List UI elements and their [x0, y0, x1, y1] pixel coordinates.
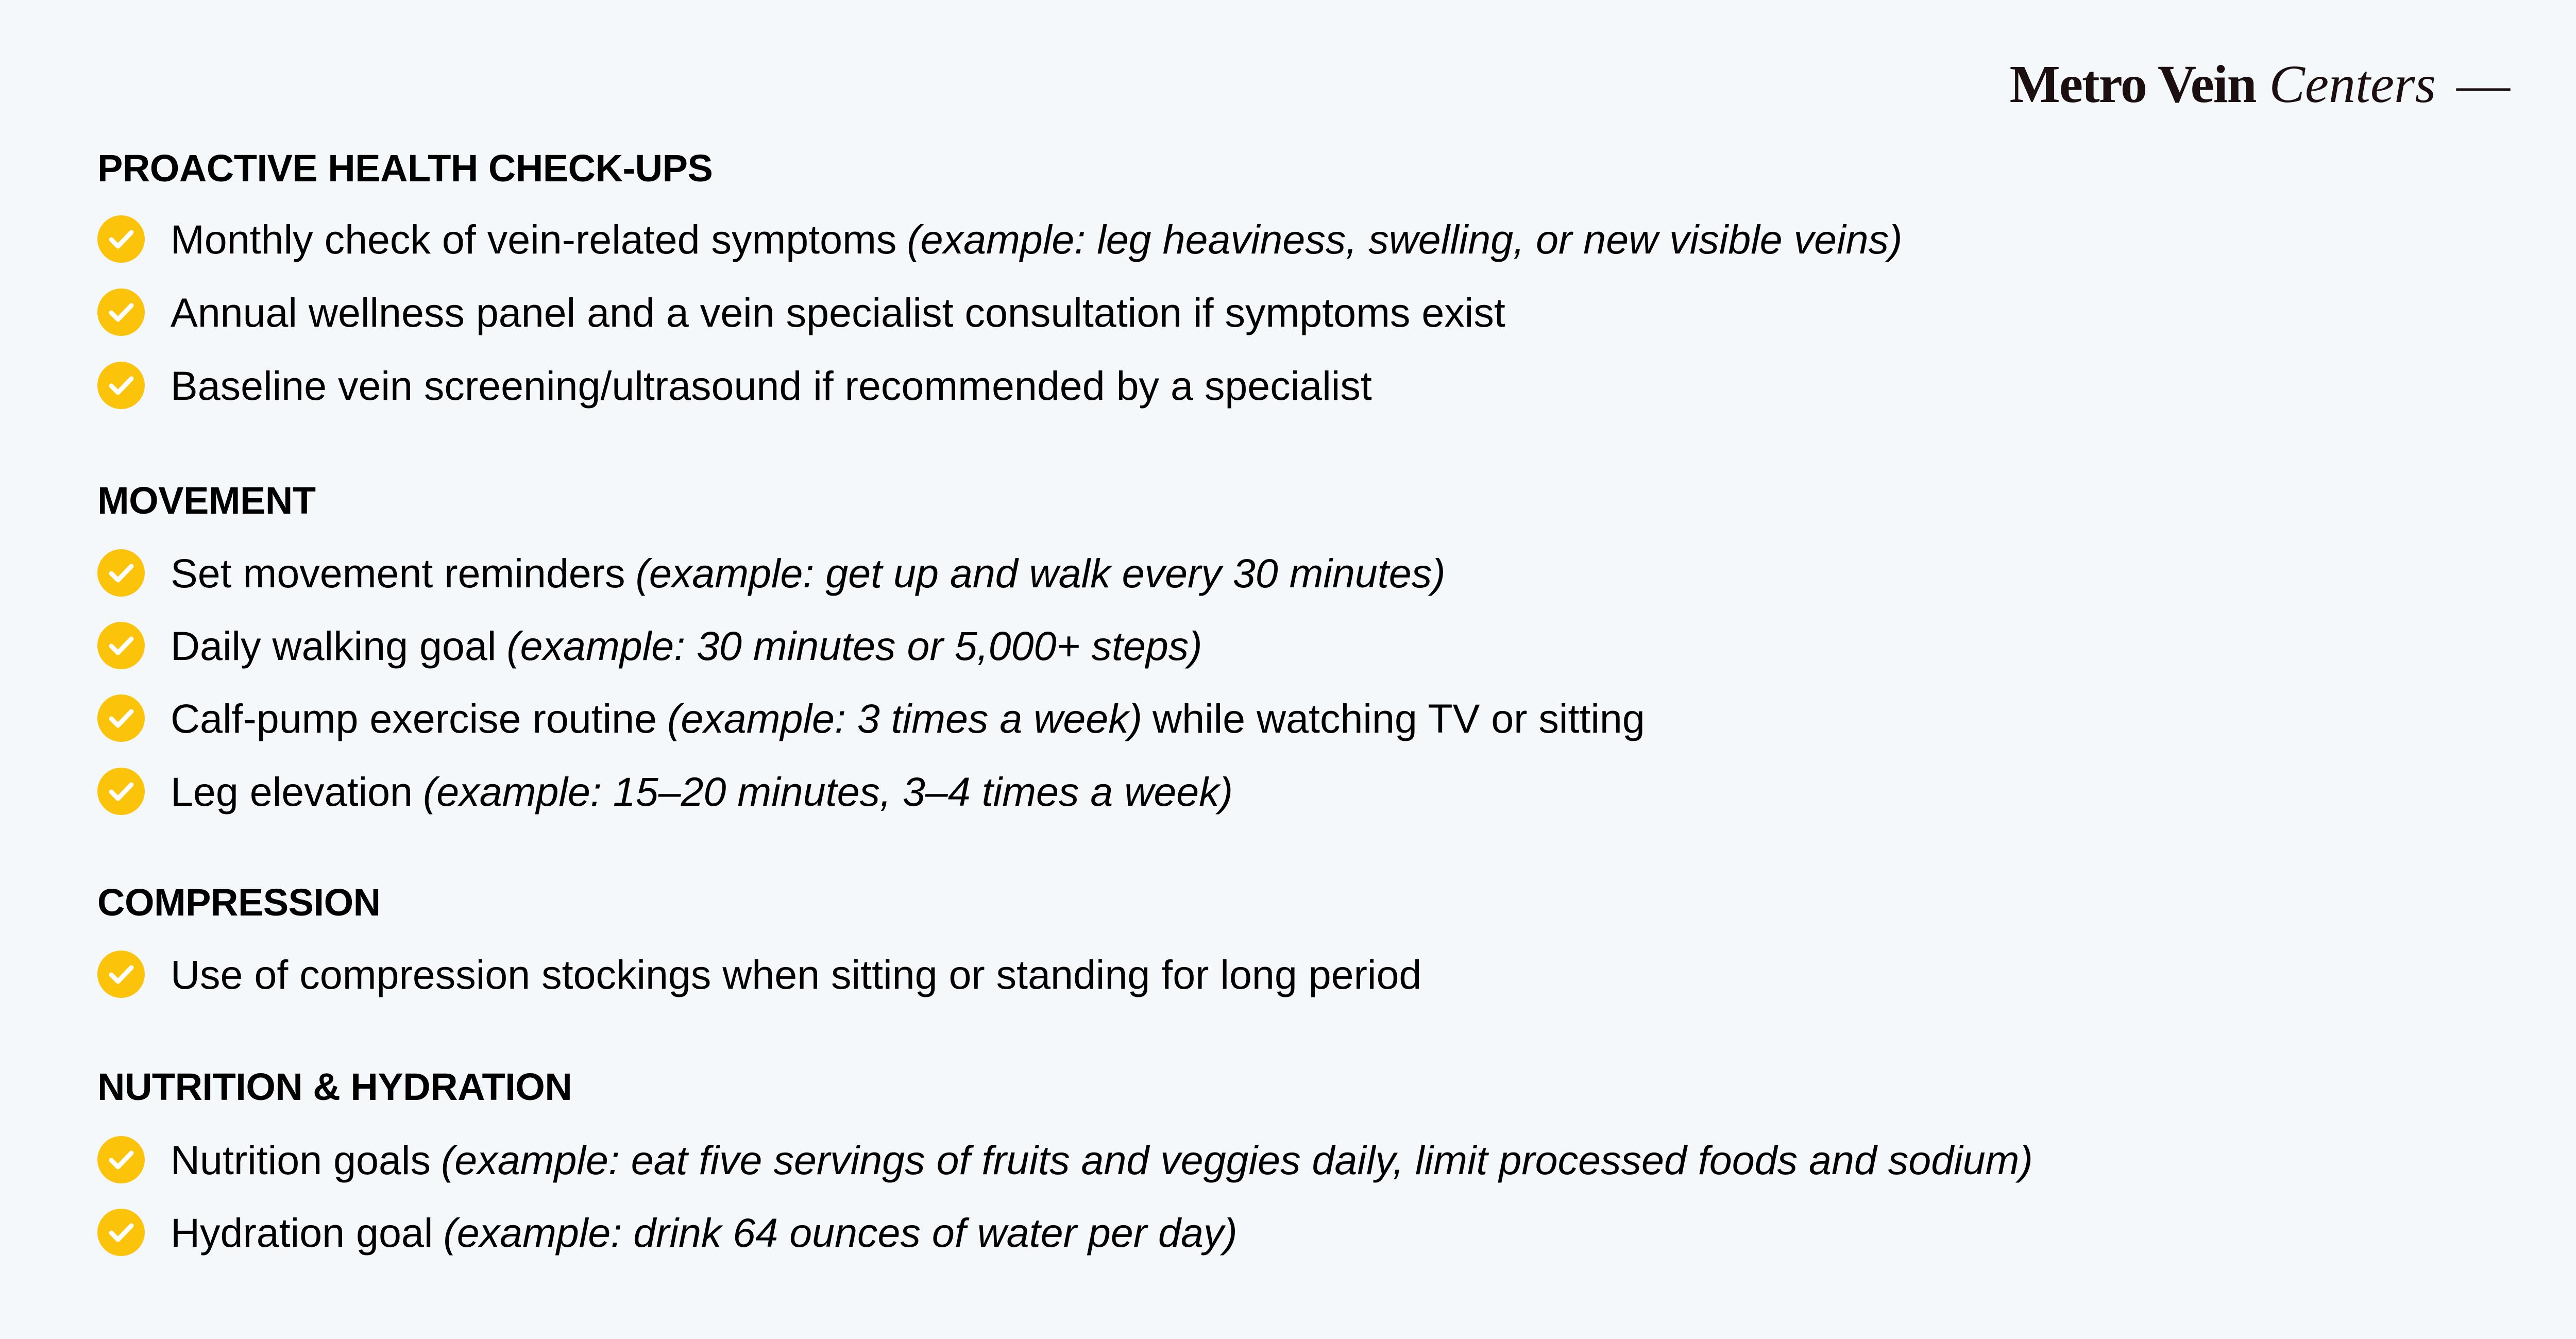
item-example: (example: leg heaviness, swelling, or new visible veins)	[907, 216, 1903, 262]
item-example: (example: 15–20 minutes, 3–4 times a week)	[423, 768, 1233, 815]
item-text: Daily walking goal	[171, 622, 497, 669]
list-item	[97, 694, 1645, 742]
item-text: Set movement reminders	[171, 550, 625, 596]
item-example: (example: eat five servings of fruits and veggies daily, limit processed foods and sodium)	[440, 1137, 2033, 1183]
item-text: Use of compression stockings when sitting or standing for long period	[171, 951, 1422, 997]
list-item	[97, 1209, 1238, 1256]
check-circle-icon	[97, 549, 145, 597]
section-nutrition-hydration	[97, 1065, 572, 1108]
list-item	[97, 549, 1446, 597]
item-text: Leg elevation	[171, 768, 413, 815]
list-item	[97, 951, 1421, 998]
list-item	[97, 362, 1372, 409]
item-example: (example: drink 64 ounces of water per day)	[443, 1209, 1238, 1256]
list-item	[97, 768, 1233, 815]
section-heading: PROACTIVE HEALTH CHECK-UPS	[97, 147, 713, 190]
list-item	[97, 622, 1202, 669]
list-item	[97, 215, 1902, 263]
item-suffix: while watching TV or sitting	[1153, 695, 1645, 741]
item-text: Annual wellness panel and a vein specialist consultation if symptoms exist	[171, 289, 1505, 335]
section-heading: NUTRITION & HYDRATION	[97, 1065, 572, 1108]
item-text: Calf-pump exercise routine	[171, 695, 657, 741]
check-circle-icon	[97, 768, 145, 815]
check-circle-icon	[97, 362, 145, 409]
check-circle-icon	[97, 289, 145, 336]
item-example: (example: 30 minutes or 5,000+ steps)	[506, 622, 1202, 669]
list-item	[97, 289, 1505, 336]
check-circle-icon	[97, 1209, 145, 1256]
brand-logo	[2009, 55, 2510, 114]
section-proactive-health	[97, 149, 713, 188]
check-circle-icon	[97, 951, 145, 998]
check-circle-icon	[97, 694, 145, 742]
brand-logo-dash: —	[2456, 55, 2510, 114]
section-heading: COMPRESSION	[97, 881, 381, 924]
item-example: (example: get up and walk every 30 minutes)	[635, 550, 1446, 596]
check-circle-icon	[97, 622, 145, 669]
section-movement	[97, 479, 316, 522]
item-text: Monthly check of vein-related symptoms	[171, 216, 897, 262]
item-text: Hydration goal	[171, 1209, 433, 1256]
section-compression	[97, 881, 381, 924]
check-circle-icon	[97, 1136, 145, 1183]
item-text: Baseline vein screening/ultrasound if recommended by a specialist	[171, 362, 1372, 409]
item-text: Nutrition goals	[171, 1137, 431, 1183]
section-heading: MOVEMENT	[97, 479, 316, 522]
brand-logo-bold: Metro Vein	[2009, 55, 2256, 114]
list-item	[97, 1136, 2033, 1183]
check-circle-icon	[97, 215, 145, 263]
brand-logo-italic: Centers	[2269, 55, 2436, 114]
item-example: (example: 3 times a week)	[667, 695, 1143, 741]
